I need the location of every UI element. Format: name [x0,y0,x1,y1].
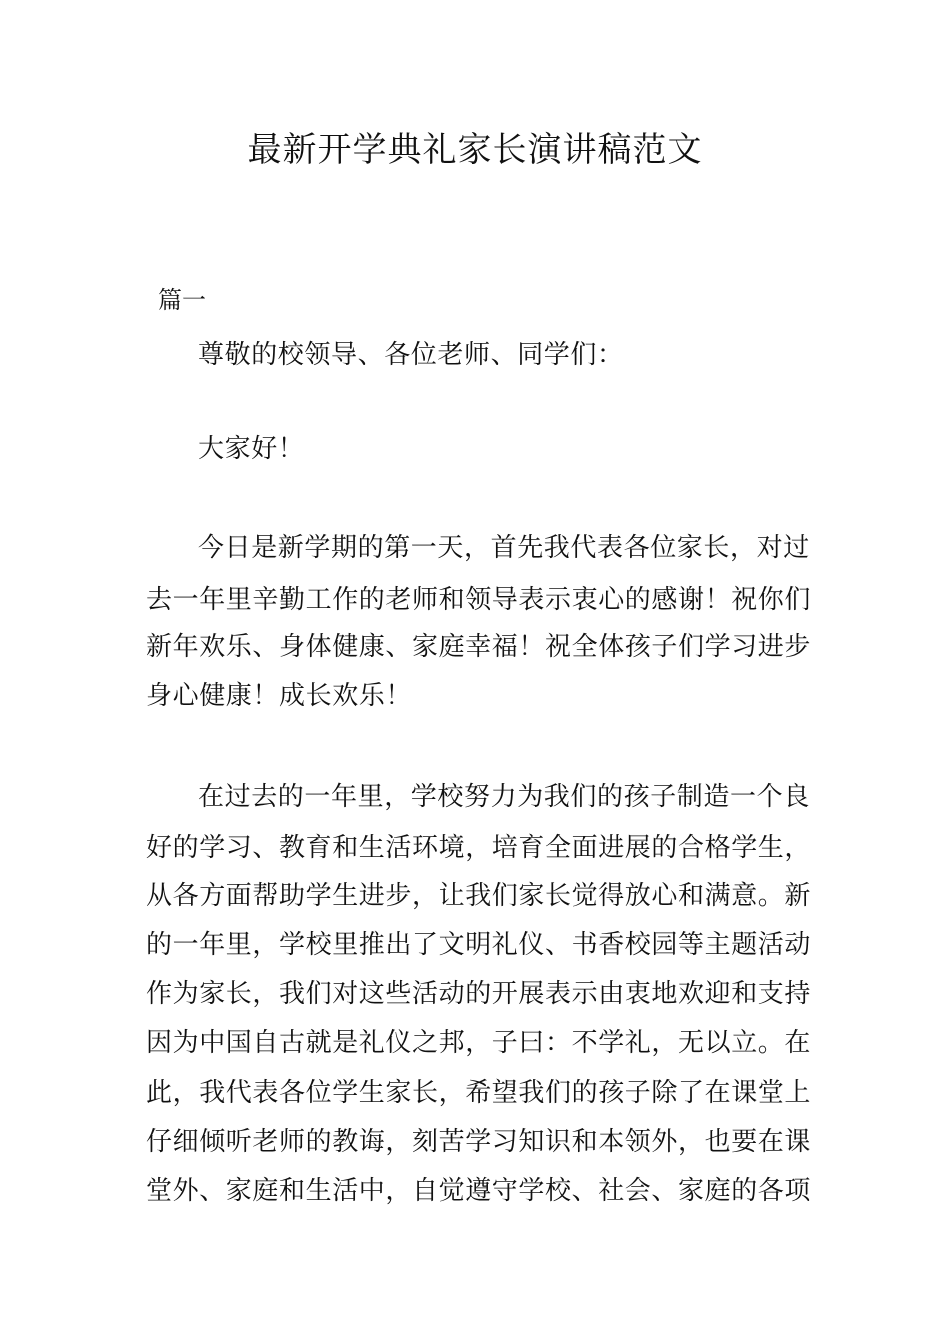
paragraph-2-line: 在过去的一年里，学校努力为我们的孩子制造一个良 [198,782,810,812]
paragraph-1-line: 去一年里辛勤工作的老师和领导表示衷心的感谢！祝你们 [146,585,812,615]
paragraph-2-line: 堂外、家庭和生活中，自觉遵守学校、社会、家庭的各项 [146,1176,812,1206]
paragraph-2-line: 此，我代表各位学生家长，希望我们的孩子除了在课堂上 [146,1078,812,1108]
salutation-text: 尊敬的校领导、各位老师、同学们： [198,340,624,370]
paragraph-1-line: 新年欢乐、身体健康、家庭幸福！祝全体孩子们学习进步 [146,632,812,662]
paragraph-2-line: 好的学习、教育和生活环境，培育全面进展的合格学生， [146,833,812,863]
document-title: 最新开学典礼家长演讲稿范文 [247,130,703,170]
paragraph-2-line: 作为家长，我们对这些活动的开展表示由衷地欢迎和支持 [146,979,812,1009]
paragraph-2-line: 从各方面帮助学生进步，让我们家长觉得放心和满意。新 [146,881,812,911]
paragraph-1-line: 今日是新学期的第一天，首先我代表各位家长，对过 [198,533,810,563]
paragraph-2-line: 仔细倾听老师的教诲，刻苦学习知识和本领外，也要在课 [146,1127,812,1157]
greeting-text: 大家好！ [198,434,305,464]
paragraph-1-line: 身心健康！成长欢乐！ [146,681,413,711]
paragraph-2-line: 的一年里，学校里推出了文明礼仪、书香校园等主题活动 [146,930,812,960]
section-label: 篇一 [158,286,206,314]
paragraph-2-line: 因为中国自古就是礼仪之邦，子曰：不学礼，无以立。在 [146,1028,812,1058]
